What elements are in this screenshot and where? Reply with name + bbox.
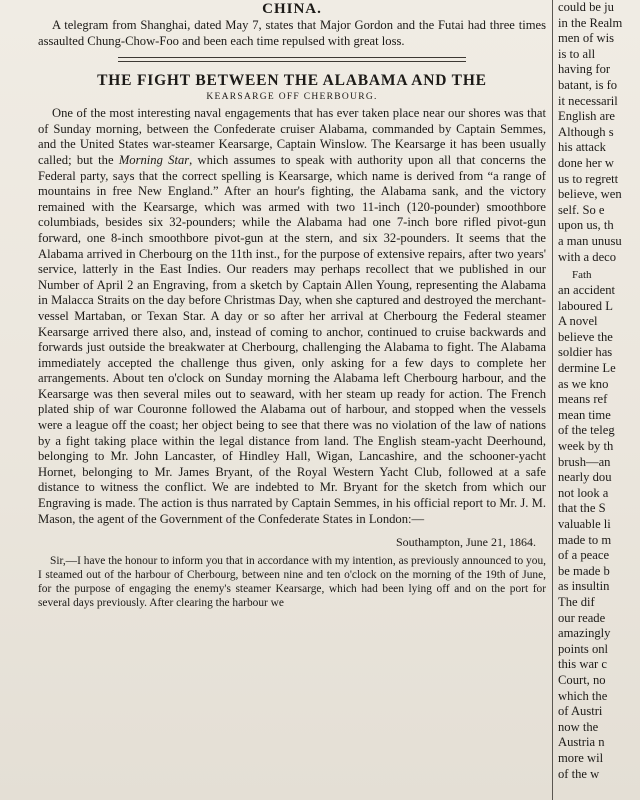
article-headline: THE FIGHT BETWEEN THE ALABAMA AND THE [97,72,487,90]
adjacent-column-line: as we kno [558,376,609,391]
adjacent-column-line: this war c [558,657,607,672]
adjacent-column-line: which the [558,688,608,703]
adjacent-column-line: not look a [558,485,609,500]
adjacent-column-line: an accident [558,283,615,298]
article-subhead: KEARSARGE OFF CHERBOURG. [206,92,378,103]
divider-rule [118,57,466,58]
adjacent-column-line: could be ju [558,0,614,14]
adjacent-column-line: English are [558,109,616,124]
adjacent-column-line: mean time [558,407,611,422]
adjacent-column-line: points onl [558,641,609,656]
adjacent-column-line: as insultin [558,579,610,594]
adjacent-column-line: means ref [558,392,608,407]
column-rule [552,0,553,800]
adjacent-column-line: dermine Le [558,361,616,376]
main-column [38,0,546,610]
adjacent-column-line: Court, no [558,672,606,687]
adjacent-column-line: his attack [558,140,606,155]
adjacent-column-line: brush—an [558,454,611,469]
adjacent-column-line: made to m [558,532,612,547]
adjacent-column-line: Austria n [558,735,605,750]
adjacent-column-line: batant, is fo [558,77,618,92]
adjacent-column-line: that the S [558,501,606,516]
adjacent-column-line: is to all [558,46,596,61]
adjacent-column-line: it necessaril [558,93,618,108]
adjacent-column-line: done her w [558,155,614,170]
adjacent-column-line: more wil [558,750,604,765]
adjacent-column-line: believe the [558,329,613,344]
adjacent-column-line: with a deco [558,249,617,264]
divider-rule-secondary [118,61,466,62]
adjacent-column-line: valuable li [558,517,611,531]
adjacent-column-line: amazingly [558,626,611,641]
adjacent-column-line: self. So e [558,202,605,217]
adjacent-column-line: of the w [558,766,600,781]
adjacent-column [558,0,640,782]
adjacent-column-line: of Austri [558,704,603,719]
adjacent-column-line: soldier has [558,345,613,360]
letter-text: Sir,—I have the honour to inform you that in accordance with my intention, as previously announced to you, I steamed out of the harbour of Cherbourg, between nine and ten o'clock on the morning of the 19th of June, for the purpose of engaging the enemy's steamer Kearsarge, which had been lying off and on the port for several days previously. After clearing the harbour we [38,555,546,610]
adjacent-column-line: our reade [558,610,606,625]
article-body-text-1: One of the most interesting naval engagements that has ever taken place near our shores was that of Sunday morning, between the Confederate cruiser Alabama, commanded by Captain Semmes, and the United States war-steamer Kearsarge, Captain Winslow. The Kearsarge it has been usually called; but the [38,106,546,167]
newspaper-name-italic: Morning Star [118,152,190,167]
adjacent-column-heading: Fath [572,269,592,282]
china-heading: CHINA. [262,1,322,17]
adjacent-column-line: nearly dou [558,470,612,485]
adjacent-column-line: A novel [558,314,598,329]
adjacent-column-line: upon us, th [558,218,614,233]
adjacent-column-line: Although s [558,124,614,139]
adjacent-column-line: men of wis [558,31,614,46]
adjacent-column-top [558,0,640,265]
adjacent-column-line: in the Realm [558,15,623,30]
adjacent-column-line: be made b [558,563,610,578]
article-body-text-2: , which assumes to speak with authority upon all that concerns the Federal party, says that the correct spelling is Kearsarge, which name is derived from “a range of mountains in free New England.” After an hour's fighting, the Alabama sank, and the victory remained with the Kearsarge, which was armed with two 11-inch (120-pounder) smoothbore columbiads, besides six 32-pounders; while the Alabama had one 7-inch bore rifled pivot-gun forward, one 8-inch smoothbore pivot-gun at the stern, and six 32-pounders. It seems that the Alabama arrived in Cherbourg on the 11th inst., for the purpose of extensive repairs, after two years' service, latterly in the East Indies. Our readers may perhaps recollect that we published in our Number of April 2 an Engraving, from a sketch by Captain Allen Young, representing the Alabama in Malacca Straits on the day before Christmas Day, when she captured and destroyed the merchant-vessel Martaban, or Texan Star. A day or so after her arrival at Cherbourg the Federal steamer Kearsarge arrived there also, and, instead of coming to anchor, continued to cruise backwards and forwards just outside the breakwater at Cherbourg, challenging the Alabama to fight. The Alabama immediately accepted the challenge thus given, only asking for a few days to complete her arrangements. About ten o'clock on Sunday morning the Alabama left Cherbourg harbour, and the Kearsarge was then several miles out to seaward, with her steam up ready for action. The French plated ship of war Couronne followed the Alabama out of harbour, and stopped when the vessels were a league off the coast; her object being to see that there was no violation of the law of nations by a fight taking place within the legal distance from land. The English steam-yacht Deerhound, belonging to Mr. John Lancaster, of Hindley Hall, Wigan, Lancashire, and the schooner-yacht Hornet, belonging to Mr. James Bryant, of the Royal Western Yacht Club, followed at a safe distance to witness the conflict. We are indebted to Mr. Bryant for the sketch from which our Engraving is made. The action is thus narrated by Captain Semmes, in his official report to Mr. J. M. Mason, the agent of the Government of the Confederate States in London:— [38,152,546,526]
china-paragraph: A telegram from Shanghai, dated May 7, states that Major Gordon and the Futai had three times assaulted Chung-Chow-Foo and been each time repulsed with great loss. [38,18,546,48]
adjacent-column-line: The dif [558,594,595,609]
adjacent-column-line: laboured L [558,298,613,313]
adjacent-column-line: having for [558,62,611,77]
adjacent-column-line: week by th [558,439,614,454]
adjacent-column-bottom [558,283,640,782]
adjacent-column-line: us to regrett [558,171,619,186]
letter-dateline: Southampton, June 21, 1864. [396,535,536,550]
adjacent-column-line: a man unusu [558,233,622,248]
adjacent-column-line: of the teleg [558,423,615,438]
adjacent-column-line: now the [558,719,599,734]
adjacent-column-line: believe, wen [558,187,622,202]
article-body-paragraph [38,106,546,527]
adjacent-column-line: of a peace [558,548,610,563]
